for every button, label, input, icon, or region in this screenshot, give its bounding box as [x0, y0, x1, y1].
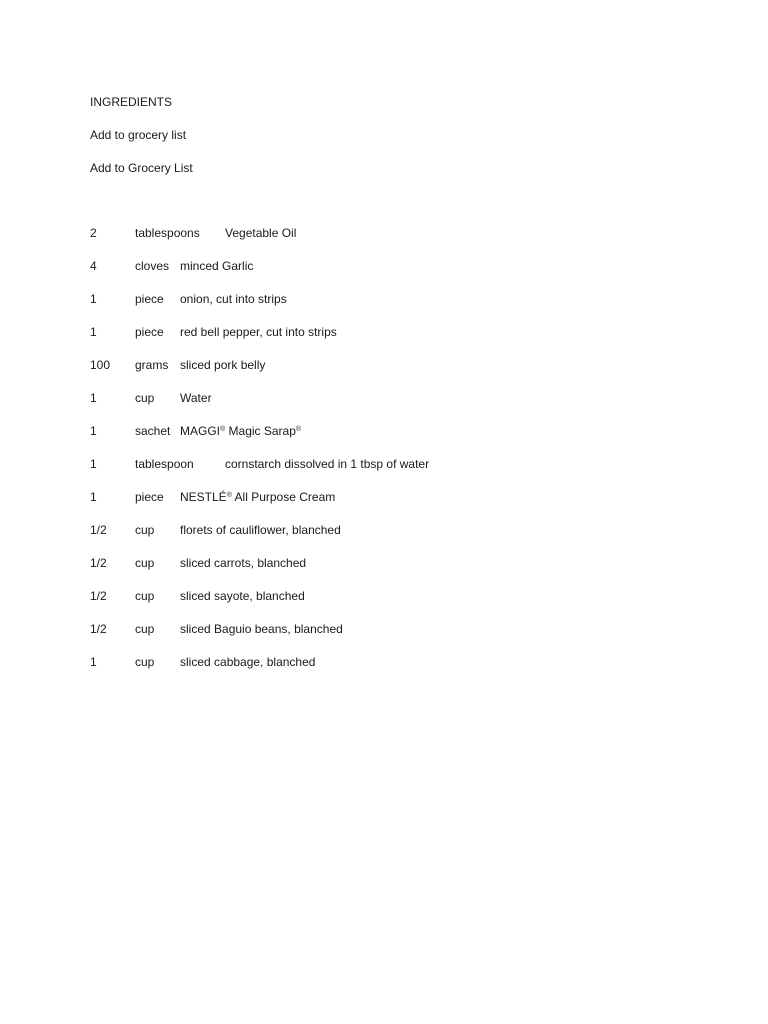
ingredient-item: Water — [180, 391, 212, 405]
registered-mark: ® — [295, 426, 302, 433]
product-name: All Purpose Cream — [231, 490, 336, 504]
ingredient-row — [90, 324, 710, 357]
ingredient-row — [90, 423, 710, 456]
ingredient-item — [180, 489, 335, 505]
ingredient-item: sliced sayote, blanched — [180, 589, 305, 603]
brand-name: NESTLÉ — [180, 490, 227, 504]
ingredient-qty: 1 — [90, 457, 97, 471]
ingredient-item: onion, cut into strips — [180, 292, 287, 306]
ingredient-row — [90, 588, 710, 621]
ingredient-unit: grams — [135, 358, 169, 372]
add-to-grocery-list-text: Add to grocery list — [90, 128, 187, 142]
document-content — [90, 94, 710, 687]
ingredient-item: sliced cabbage, blanched — [180, 655, 316, 669]
brand-name: MAGGI — [180, 424, 221, 438]
ingredient-item: minced Garlic — [180, 259, 254, 273]
ingredient-qty: 1 — [90, 292, 97, 306]
ingredient-item: Vegetable Oil — [225, 226, 297, 240]
ingredient-item: florets of cauliflower, blanched — [180, 523, 341, 537]
ingredients-heading: INGREDIENTS — [90, 95, 173, 109]
ingredient-item: red bell pepper, cut into strips — [180, 325, 337, 339]
ingredient-qty: 1/2 — [90, 589, 107, 603]
ingredient-row — [90, 522, 710, 555]
ingredient-unit: piece — [135, 325, 164, 339]
ingredient-unit: piece — [135, 490, 164, 504]
ingredient-qty: 1 — [90, 490, 97, 504]
ingredient-row — [90, 555, 710, 588]
ingredient-qty: 1 — [90, 325, 97, 339]
ingredient-item: sliced Baguio beans, blanched — [180, 622, 343, 636]
ingredient-qty: 1 — [90, 424, 97, 438]
ingredient-unit: cup — [135, 556, 155, 570]
ingredient-item: sliced carrots, blanched — [180, 556, 307, 570]
ingredient-qty: 1 — [90, 655, 97, 669]
ingredient-qty: 100 — [90, 358, 111, 372]
ingredient-qty: 1/2 — [90, 556, 107, 570]
registered-mark: ® — [220, 426, 226, 433]
ingredient-row — [90, 225, 710, 258]
ingredient-unit: cloves — [135, 259, 170, 273]
ingredient-row — [90, 390, 710, 423]
ingredient-qty: 2 — [90, 226, 97, 240]
ingredient-unit: cup — [135, 523, 155, 537]
ingredient-row — [90, 621, 710, 654]
ingredient-row — [90, 654, 710, 687]
registered-mark: ® — [226, 492, 232, 499]
blank-line — [90, 193, 710, 225]
ingredient-item — [180, 423, 301, 439]
ingredient-row — [90, 258, 710, 291]
product-name: Magic Sarap — [225, 424, 296, 438]
ingredient-row — [90, 357, 710, 390]
ingredient-unit: cup — [135, 391, 155, 405]
ingredient-unit: piece — [135, 292, 164, 306]
ingredient-unit: tablespoons — [135, 226, 200, 240]
ingredient-unit: cup — [135, 655, 155, 669]
ingredient-row — [90, 489, 710, 522]
ingredient-row — [90, 456, 710, 489]
ingredient-unit: tablespoon — [135, 457, 194, 471]
ingredient-item: cornstarch dissolved in 1 tbsp of water — [225, 457, 430, 471]
ingredient-unit: sachet — [135, 424, 171, 438]
ingredient-qty: 1/2 — [90, 622, 107, 636]
ingredient-qty: 1 — [90, 391, 97, 405]
ingredient-unit: cup — [135, 622, 155, 636]
ingredient-qty: 4 — [90, 259, 97, 273]
ingredient-row — [90, 291, 710, 324]
ingredient-unit: cup — [135, 589, 155, 603]
add-to-grocery-list-text-2: Add to Grocery List — [90, 161, 193, 175]
ingredient-item: sliced pork belly — [180, 358, 266, 372]
ingredient-qty: 1/2 — [90, 523, 107, 537]
